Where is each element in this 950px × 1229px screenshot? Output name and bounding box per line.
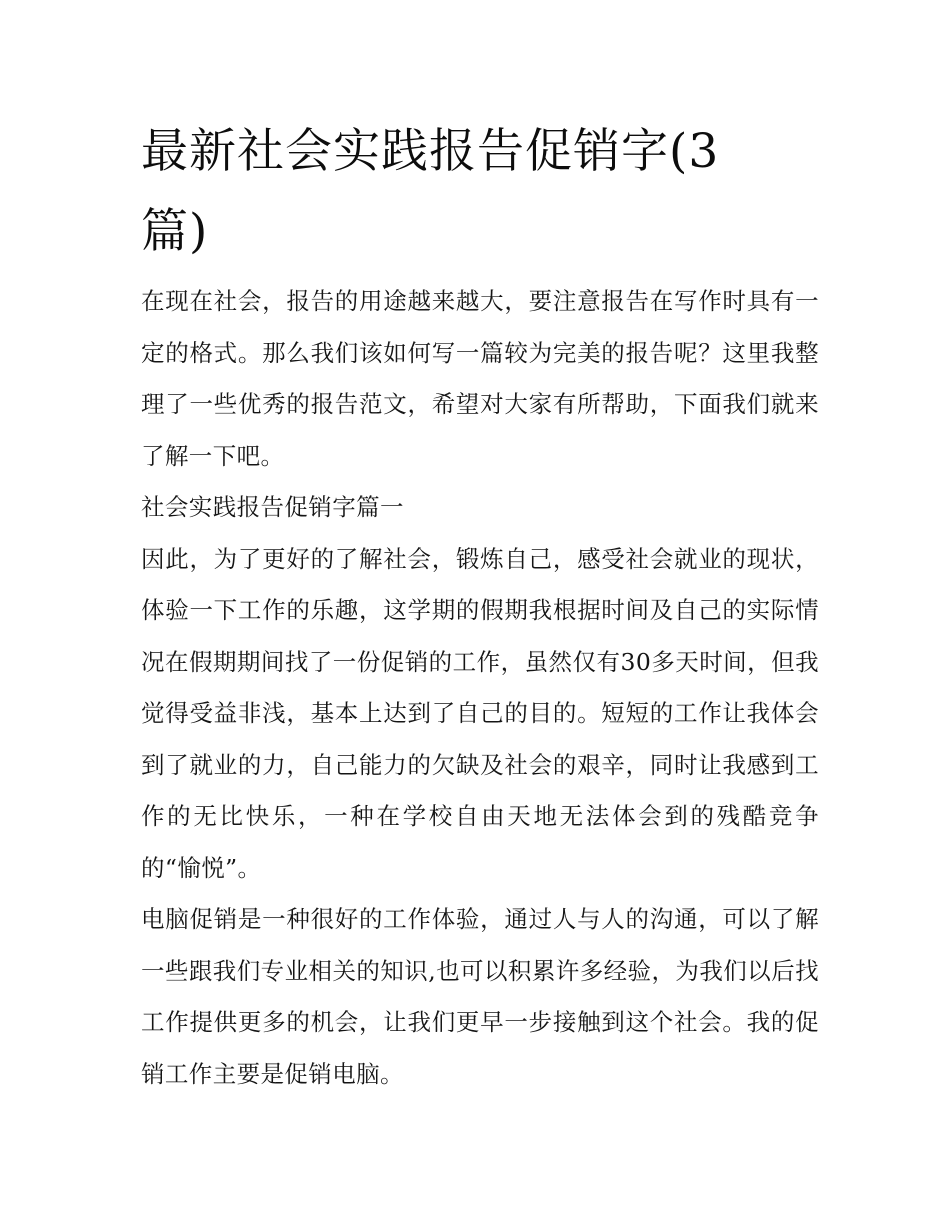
document-title: 最新社会实践报告促销字(3篇) xyxy=(141,124,720,259)
intro-paragraph: 在现在社会，报告的用途越来越大，要注意报告在写作时具有一定的格式。那么我们该如何写一篇较为完美的报告呢？这里我整理了一些优秀的报告范文，希望对大家有所帮助，下面我们就来了解一下吧。 xyxy=(141,287,819,470)
body-paragraph: 电脑促销是一种很好的工作体验，通过人与人的沟通，可以了解一些跟我们专业相关的知识,也可以积累许多经验，为我们以后找工作提供更多的机会，让我们更早一步接触到这个社会。我的促销工作主要是促销电脑。 xyxy=(141,905,819,1088)
document-body xyxy=(141,276,819,1100)
body-paragraph: 因此，为了更好的了解社会，锻炼自己，感受社会就业的现状，体验一下工作的乐趣，这学期的假期我根据时间及自己的实际情况在假期期间找了一份促销的工作，虽然仅有30多天时间，但我觉得受益非浅，基本上达到了自己的目的。短短的工作让我体会到了就业的力，自己能力的欠缺及社会的艰辛，同时让我感到工作的无比快乐，一种在学校自由天地无法体会到的残酷竞争的“愉悦”。 xyxy=(141,544,819,882)
section-heading: 社会实践报告促销字篇一 xyxy=(141,493,404,521)
